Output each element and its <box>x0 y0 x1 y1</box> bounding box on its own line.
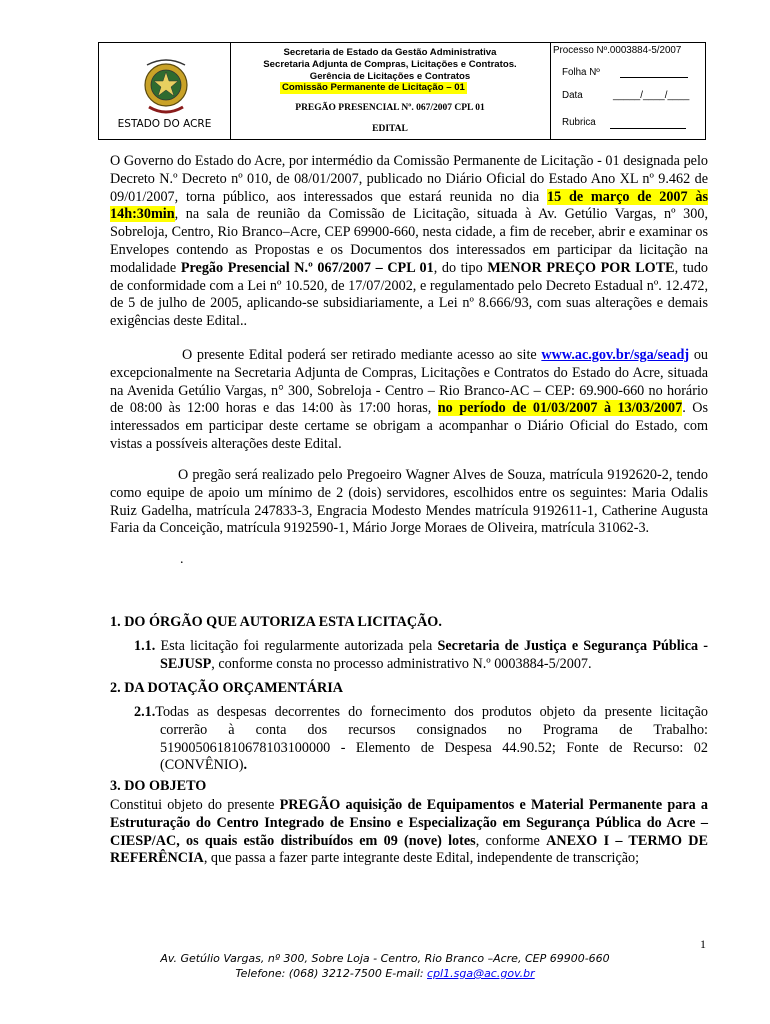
p1-text-c: , do tipo <box>433 259 488 276</box>
session-date: 15 de março de 2007 às 14h:30min <box>110 188 708 223</box>
s1-org: Secretaria de Justiça e Segurança Pública - SEJUSP <box>160 638 709 672</box>
s3-text-b: , conforme <box>475 832 547 849</box>
header-title-cell <box>230 43 551 139</box>
header-edital: EDITAL <box>372 124 408 134</box>
pregoeiro-paragraph <box>110 467 708 538</box>
s1-num: 1.1. <box>134 638 156 654</box>
site-link[interactable]: www.ac.gov.br/sga/seadj <box>541 347 690 363</box>
s2-text-a: Todas as despesas decorrentes do fornecimento dos produtos objeto da presente licitação correrão à conta dos recursos consignados no Programa de Trabalho: 519005061810678103100000 - Elemento de Despesa 44.90.52; Fonte de Recurso: 02 (CONVÊNIO) <box>155 704 708 774</box>
header-process-cell <box>550 43 705 139</box>
header-line-2: Secretaria Adjunta de Compras, Licitações e Contratos. <box>263 59 517 70</box>
page-number: 1 <box>700 937 706 951</box>
header-line-4: Comissão Permanente de Licitação – 01 <box>282 82 465 93</box>
folha-label: Folha Nº <box>562 67 600 78</box>
section-1-title: 1. DO ÓRGÃO QUE AUTORIZA ESTA LICITAÇÃO. <box>110 614 442 630</box>
section-2-1 <box>134 704 708 775</box>
data-label: Data <box>562 90 583 101</box>
s1-text-a: Esta licitação foi regularmente autorizada pela <box>155 638 438 654</box>
footer-email-link[interactable]: cpl1.sga@ac.gov.br <box>427 967 535 980</box>
rubrica-label: Rubrica <box>562 117 596 128</box>
p2-text-a: O presente Edital poderá ser retirado mediante acesso ao site <box>182 347 542 363</box>
modalidade: Pregão Presencial N.º 067/2007 – CPL 01 <box>180 259 434 276</box>
p3-text: O pregão será realizado pelo Pregoeiro Wagner Alves de Souza, matrícula 9192620-2, tendo como equipe de apoio um mínimo de 2 (dois) servidores, escolhidos entre os seguintes: Maria Odalis Ruiz Gadelha, matrícula 247833-3, Engracia Modesto Mendes matrícula 9192611-1, Catherine Augusta Faria da Conceição, matrícula 9192590-1, Mário Jorge Moraes de Oliveira, matrícula 31062-3. <box>110 467 708 537</box>
s3-text-c: , que passa a fazer parte integrante deste Edital, independente de transcrição; <box>203 850 640 867</box>
p2-text-b: ou excepcionalmente na Secretaria Adjunta de Compras, Licitações e Contratos do Estado do Acre, situada na Avenida Getúlio Vargas, n° 300, Sobreloja - Centro – Rio Branco-AC – CEP: 69.900-660 no horário de 08:00 às 12:00 horas e das 14:00 às 17:00 horas, <box>110 347 709 417</box>
section-3-body <box>110 797 708 868</box>
s3-annex: ANEXO I – TERMO DE REFERÊNCIA <box>110 832 708 867</box>
header-line-1: Secretaria de Estado da Gestão Administrativa <box>283 47 497 58</box>
p1-text-a: O Governo do Estado do Acre, por intermédio da Comissão Permanente de Licitação - 01 designada pelo Decreto N.º Decreto nº 010, de 08/01/2007, publicado no Diário Oficial do Estado Ano XL nº 9.462 de 09/01/2007, torna público, aos interessados que estará reunida no dia <box>110 153 708 205</box>
edital-access-paragraph <box>110 347 708 454</box>
folha-line <box>620 77 688 78</box>
p2-text-c: . Os interessados em participar deste certame se obrigam a acompanhar o Diário Oficial do Estado, com vistas a possíveis alterações deste Edital. <box>110 400 708 452</box>
s3-object: PREGÃO aquisição de Equipamentos e Material Permanente para a Estruturação do Centro Integrado de Ensino e Especialização em Segurança Pública do Acre – CIESP/AC, os quais estão distribuídos em 09 (nove) lotes <box>110 797 708 849</box>
intro-paragraph <box>110 153 708 331</box>
p1-text-d: , tudo de conformidade com a Lei nº 10.520, de 17/07/2002, e regulamentado pelo Decreto Estadual nº. 12.472, de 5 de julho de 2005, aplicando-se subsidiariamente, a Lei nº 8.666/93, com suas alterações e demais exigências deste Edital.. <box>110 259 709 330</box>
s3-text-a: Constitui objeto do presente <box>110 797 280 813</box>
header-logo-cell <box>99 43 231 139</box>
stray-dot: . <box>180 552 184 567</box>
header-table <box>98 42 706 140</box>
p1-text-b: , na sala de reunião da Comissão de Licitação, situada à Av. Getúlio Vargas, nº 300, Sobreloja, Centro, Rio Branco–Acre, CEP 69900-660, nesta cidade, a fim de receber, abrir e examinar os Envelopes contendo as Propostas e os Documentos dos interessados em participar da licitação na modalidade <box>110 206 708 276</box>
footer-contact <box>0 966 770 982</box>
estado-label: ESTADO DO ACRE <box>117 118 212 130</box>
processo-number: Processo Nº.0003884-5/2007 <box>553 45 682 56</box>
section-2-title: 2. DA DOTAÇÃO ORÇAMENTÁRIA <box>110 680 344 696</box>
footer-address: Av. Getúlio Vargas, nº 300, Sobre Loja - Centro, Rio Branco –Acre, CEP 69900-660 <box>160 952 610 965</box>
footer-phone: Telefone: (068) 3212-7500 E-mail: <box>235 967 428 980</box>
data-value: _____/____/____ <box>613 90 690 101</box>
periodo-highlight: no período de 01/03/2007 à 13/03/2007 <box>437 400 683 417</box>
section-3-title: 3. DO OBJETO <box>110 778 207 794</box>
tipo-licitacao: MENOR PREÇO POR LOTE <box>487 259 675 276</box>
acre-coat-of-arms-icon <box>141 55 191 117</box>
header-line-3: Gerência de Licitações e Contratos <box>309 71 471 82</box>
s2-num: 2.1. <box>134 704 156 720</box>
rubrica-line <box>610 128 686 129</box>
header-pregao: PREGÃO PRESENCIAL Nº. 067/2007 CPL 01 <box>295 103 485 113</box>
section-1-1 <box>134 638 708 674</box>
s1-text-b: , conforme consta no processo administrativo N.º 0003884-5/2007. <box>211 655 592 672</box>
s2-end: . <box>243 757 248 774</box>
